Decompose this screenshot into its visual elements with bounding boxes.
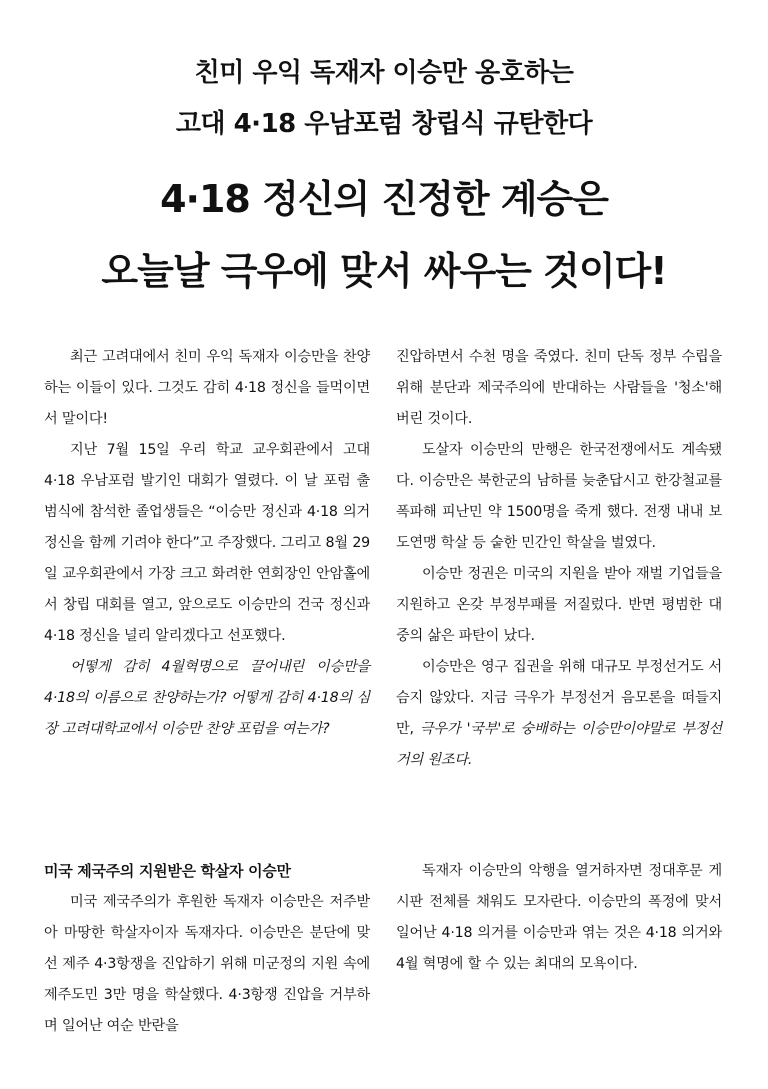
left-column-bottom (44, 856, 370, 1042)
right-paragraph-4-plain: 이승만은 영구 집권을 위해 대규모 부정선거도 서슴지 않았다. 지금 극우가 부정선거 음모론을 떠들지만, (396, 659, 722, 737)
left-bottom-paragraph: 미국 제국주의가 후원한 독재자 이승만은 저주받아 마땅한 학살자이자 독재자다. 이승만은 분단에 맞선 제주 4·3항쟁을 진압하기 위해 미군정의 지원 속에 제주도민 3만 명을 학살했다. 4·3항쟁 진압을 거부하며 일어난 여순 반란을 (44, 894, 370, 1034)
right-column-bottom (396, 856, 722, 980)
right-paragraph-4-italic: 극우가 '국부'로 숭배하는 이승만이야말로 부정선거의 원조다. (396, 721, 722, 768)
left-paragraph-2: 지난 7월 15일 우리 학교 교우회관에서 고대 4·18 우남포럼 발기인 대회가 열렸다. 이 날 포럼 출범식에 참석한 졸업생들은 “이승만 정신과 4·18 의거 정신을 함께 기려야 한다”고 주장했다. 그리고 8월 29일 교우회관에서 가장 크고 화려한 연회장인 안암홀에서 창립 대회를 열고, 앞으로도 이승만의 건국 정신과 4·18 정신을 널리 알리겠다고 선포했다. (44, 442, 370, 644)
right-column-top (396, 342, 722, 776)
right-paragraph-4 (396, 652, 722, 776)
left-paragraph-1: 최근 고려대에서 친미 우익 독재자 이승만을 찬양하는 이들이 있다. 그것도 감히 4·18 정신을 들먹이면서 말이다! (44, 349, 370, 427)
left-paragraph-3: 어떻게 감히 4월혁명으로 끌어내린 이승만을 4·18의 이름으로 찬양하는가? 어떻게 감히 4·18의 심장 고려대학교에서 이승만 찬양 포럼을 여는가? (44, 659, 370, 737)
right-paragraph-2: 도살자 이승만의 만행은 한국전쟁에서도 계속됐다. 이승만은 북한군의 남하를 늦춘답시고 한강철교를 폭파해 피난민 약 1500명을 죽게 했다. 전쟁 내내 보도연맹 학살 등 숱한 민간인 학살을 벌였다. (396, 442, 722, 551)
section-heading: 미국 제국주의 지원받은 학살자 이승만 (44, 862, 291, 880)
headline-line-2: 고대 4·18 우남포럼 창립식 규탄한다 (175, 109, 593, 139)
right-paragraph-3: 이승만 정권은 미국의 지원을 받아 재벌 기업들을 지원하고 온갖 부정부패를 저질렀다. 반면 평범한 대중의 삶은 파탄이 났다. (396, 566, 722, 644)
headline-line-3: 4·18 정신의 진정한 계승은 (160, 177, 608, 221)
right-bottom-paragraph: 독재자 이승만의 악행을 열거하자면 정대후문 게시판 전체를 채워도 모자란다. 이승만의 폭정에 맞서 일어난 4·18 의거를 이승만과 엮는 것은 4·18 의거와 4월 혁명에 할 수 있는 최대의 모욕이다. (396, 863, 722, 972)
left-column-top (44, 342, 370, 745)
headline-line-1: 친미 우익 독재자 이승만 옹호하는 (194, 58, 574, 88)
headline-line-4: 오늘날 극우에 맞서 싸우는 것이다! (101, 249, 667, 293)
right-paragraph-1: 진압하면서 수천 명을 죽였다. 친미 단독 정부 수립을 위해 분단과 제국주의에 반대하는 사람들을 '청소'해 버린 것이다. (396, 349, 722, 427)
